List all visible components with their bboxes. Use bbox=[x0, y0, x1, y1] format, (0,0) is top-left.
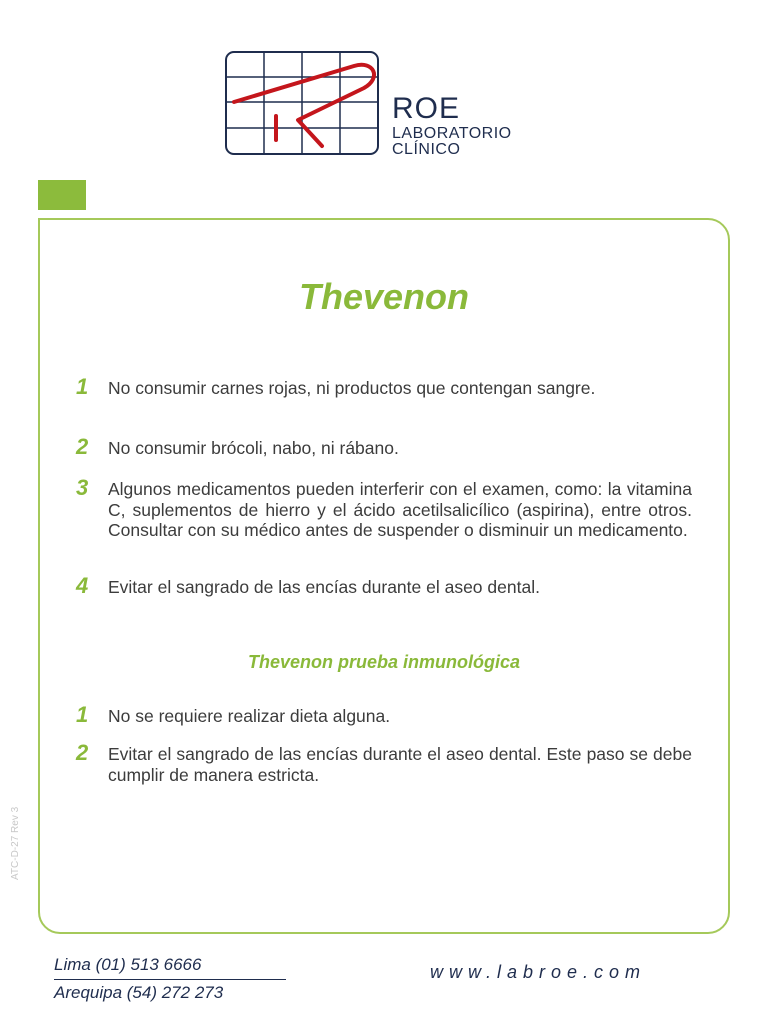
item-number: 2 bbox=[76, 740, 89, 765]
logo bbox=[224, 50, 554, 160]
list-item bbox=[76, 702, 692, 727]
page-title: Thevenon bbox=[298, 276, 469, 317]
phone-arequipa: Arequipa (54) 272 273 bbox=[54, 983, 224, 1002]
logo-line2: CLÍNICO bbox=[392, 141, 461, 158]
item-text: No se requiere realizar dieta alguna. bbox=[108, 706, 391, 726]
logo-wordmark bbox=[392, 94, 512, 158]
content-card bbox=[38, 218, 730, 934]
item-number: 2 bbox=[76, 434, 89, 459]
item-text: Evitar el sangrado de las encías durante el aseo dental. bbox=[108, 577, 540, 597]
phone-lima: Lima (01) 513 6666 bbox=[54, 955, 286, 980]
document-code: ATC-D-27 Rev 3 bbox=[10, 806, 21, 880]
footer-phones bbox=[54, 955, 286, 1003]
list-item bbox=[76, 475, 692, 541]
list-item bbox=[76, 573, 692, 598]
item-text: Evitar el sangrado de las encías durante el aseo dental. Este paso se debe cumplir de manera estricta. bbox=[108, 744, 692, 785]
item-number: 3 bbox=[76, 475, 89, 500]
item-number: 1 bbox=[76, 374, 89, 399]
list-item bbox=[76, 374, 692, 399]
list-item bbox=[76, 740, 692, 785]
item-number: 4 bbox=[76, 573, 89, 598]
logo-grid-icon bbox=[224, 50, 380, 156]
item-text: No consumir brócoli, nabo, ni rábano. bbox=[108, 438, 399, 458]
logo-line1: LABORATORIO bbox=[392, 125, 512, 142]
section-subtitle: Thevenon prueba inmunológica bbox=[247, 652, 521, 672]
item-text: Algunos medicamentos pueden interferir con el examen, como: la vitamina C, suplementos de hierro y el ácido acetilsalicílico (aspirina), entre otros. Consultar con su médico antes de suspender o disminuir un medicamento. bbox=[108, 479, 692, 540]
logo-name: ROE bbox=[392, 92, 461, 125]
item-number: 1 bbox=[76, 702, 89, 727]
green-tab bbox=[38, 180, 86, 210]
list-item bbox=[76, 434, 692, 459]
website-link[interactable]: www.labroe.com bbox=[430, 962, 647, 982]
item-text: No consumir carnes rojas, ni productos que contengan sangre. bbox=[108, 378, 596, 398]
